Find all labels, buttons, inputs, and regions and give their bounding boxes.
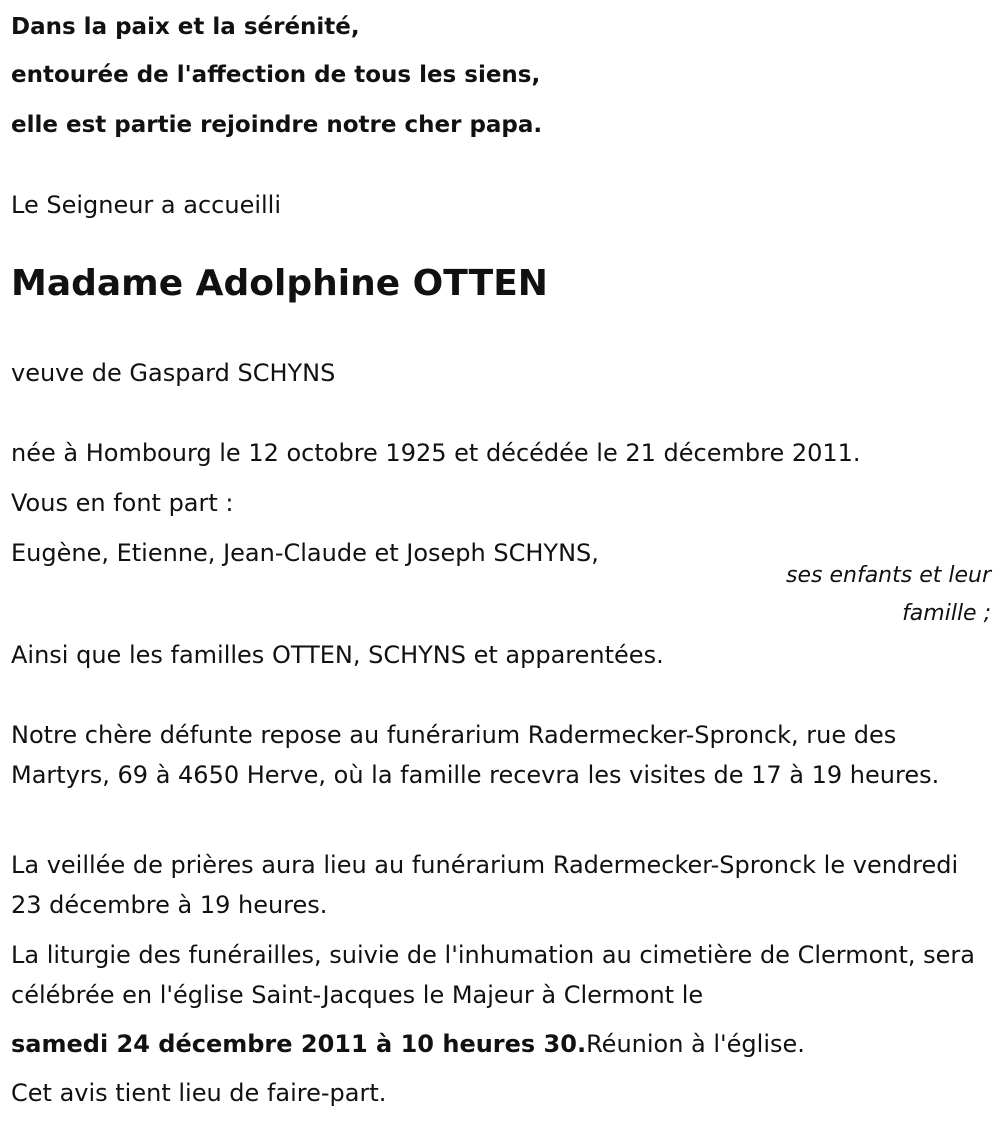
intro-line-3: elle est partie rejoindre notre cher papa. (11, 112, 543, 138)
announce-intro: Vous en font part : (11, 489, 234, 517)
deceased-name: Madame Adolphine OTTEN (11, 263, 548, 304)
meeting-text: Réunion à l'église. (586, 1030, 805, 1058)
widow-of: veuve de Gaspard SCHYNS (11, 359, 336, 387)
welcome-text: Le Seigneur a accueilli (11, 191, 282, 219)
notice-text: Cet avis tient lieu de faire-part. (11, 1079, 387, 1107)
liturgy-paragraph: La liturgie des funérailles, suivie de l'inhumation au cimetière de Clermont, sera célébrée en l'église Saint-Jacques le Majeur à Clermont le (11, 941, 975, 1009)
children-names: Eugène, Etienne, Jean-Claude et Joseph SCHYNS, (11, 539, 599, 567)
funeral-date: samedi 24 décembre 2011 à 10 heures 30. (11, 1030, 587, 1058)
families: Ainsi que les familles OTTEN, SCHYNS et apparentées. (11, 641, 664, 669)
funeral-date-line (11, 1024, 805, 1064)
repose-paragraph: Notre chère défunte repose au funérarium Radermecker-Spronck, rue des Martyrs, 69 à 4650 Herve, où la famille recevra les visites de 17 à 19 heures. (11, 721, 940, 789)
vigil-paragraph: La veillée de prières aura lieu au funérarium Radermecker-Spronck le vendredi 23 décembre à 19 heures. (11, 851, 959, 919)
birth-death-info: née à Hombourg le 12 octobre 1925 et décédée le 21 décembre 2011. (11, 439, 861, 467)
children-role: ses enfants et leur famille ; (786, 563, 991, 626)
intro-line-1: Dans la paix et la sérénité, (11, 14, 360, 40)
intro-line-2: entourée de l'affection de tous les siens, (11, 62, 541, 88)
